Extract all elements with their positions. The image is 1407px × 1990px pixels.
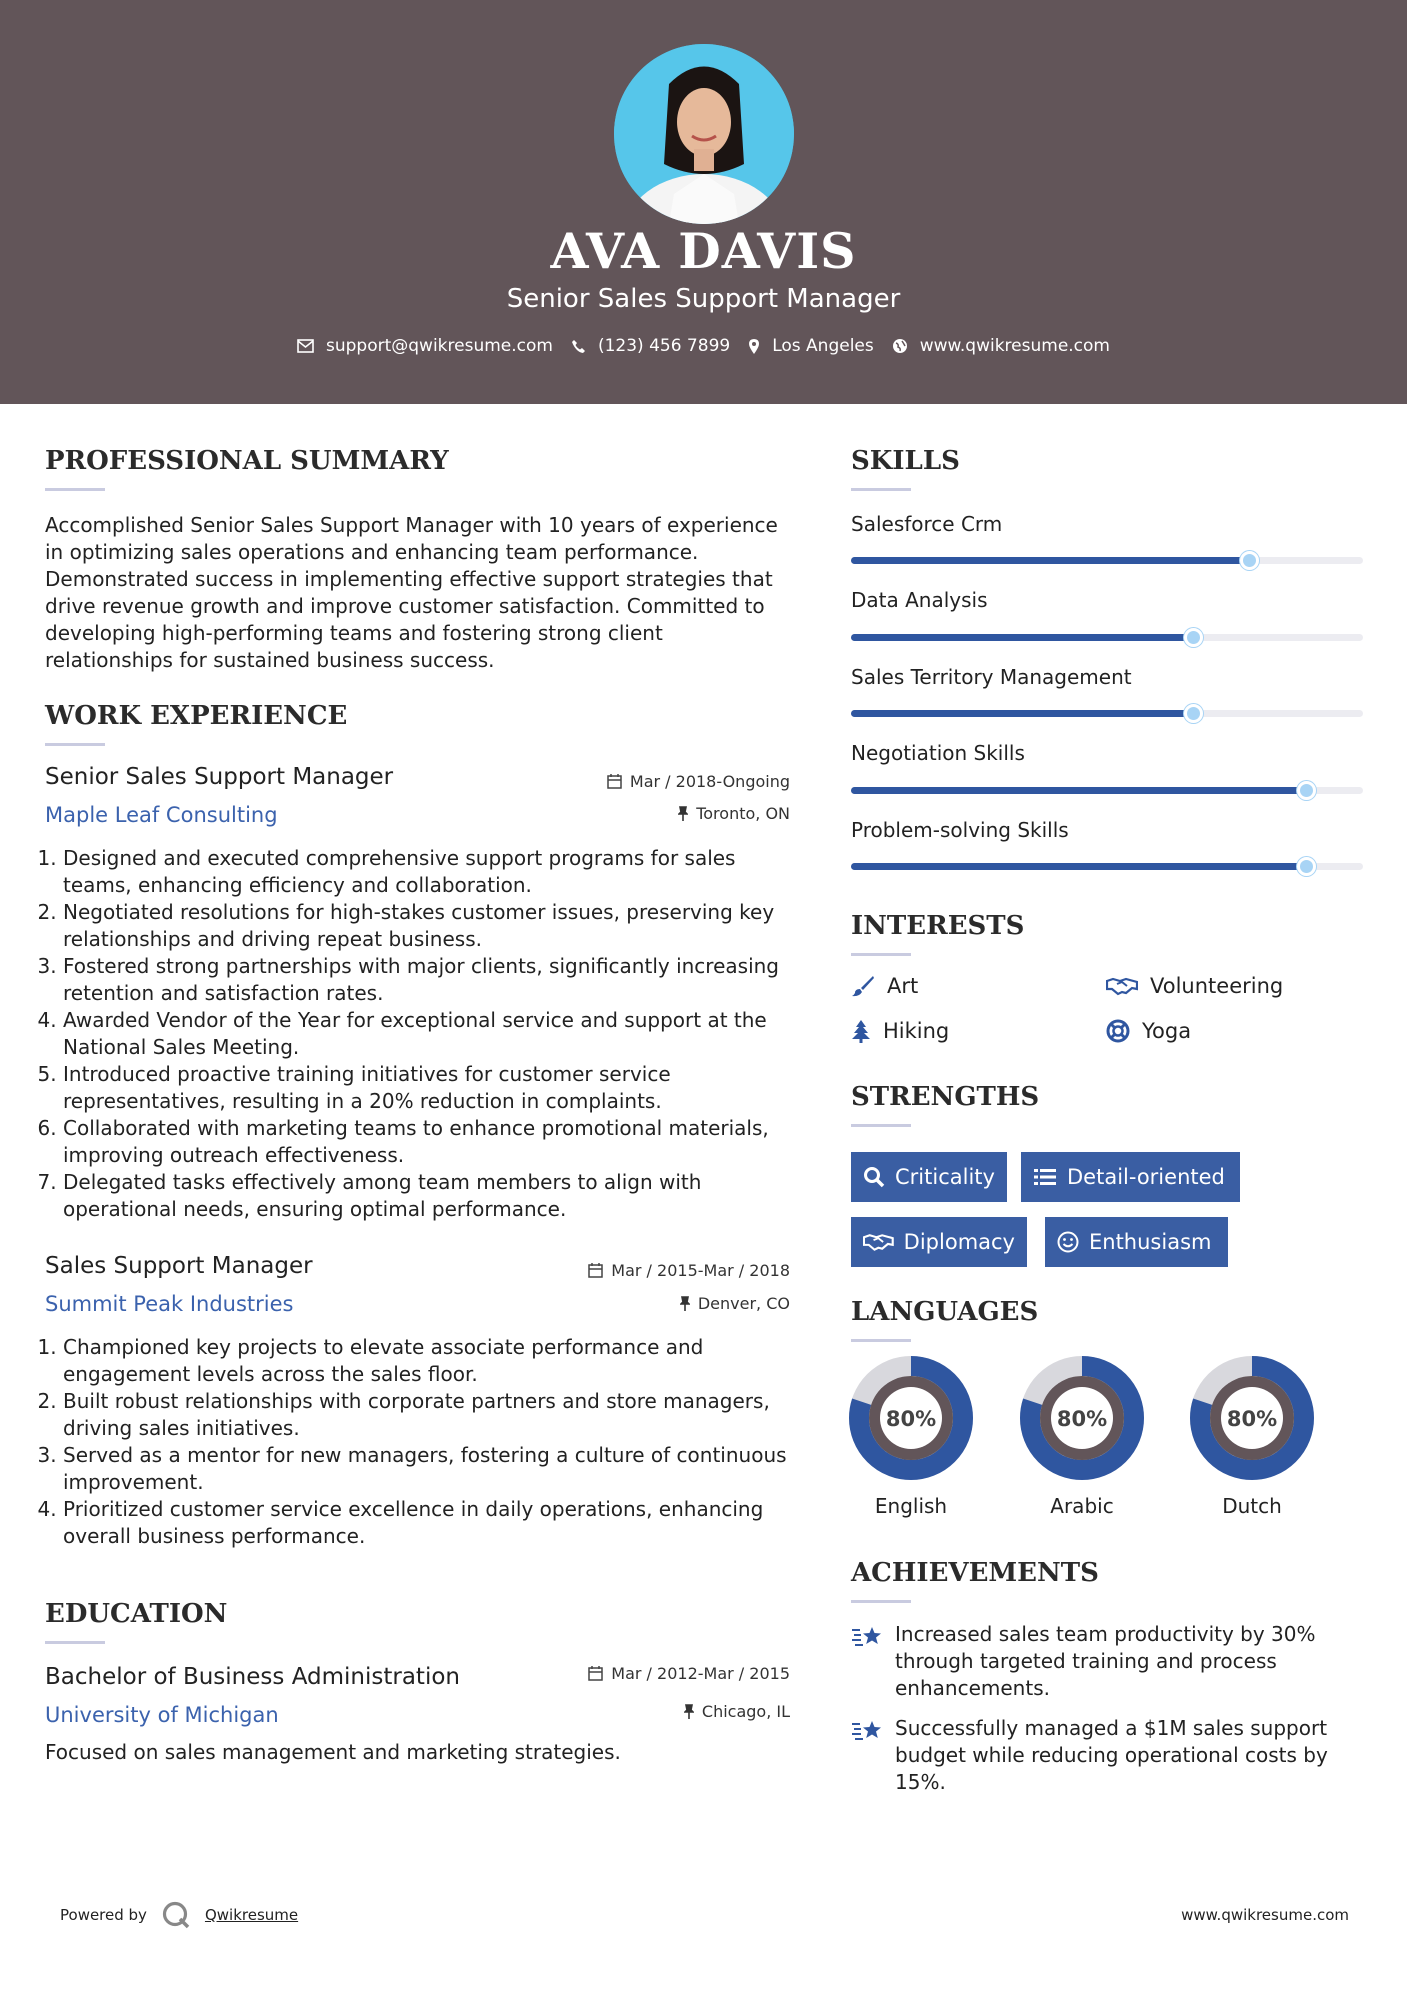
list-item: 3. Fostered strong partnerships with major clients, significantly increasing retention and satisfaction rates. (63, 953, 795, 1007)
language-name: Dutch (1222, 1494, 1282, 1518)
interest-item (1106, 974, 1283, 998)
achievement-item (851, 1715, 1371, 1796)
skill-bar (851, 710, 1363, 717)
strength-label: Diplomacy (903, 1230, 1015, 1254)
skill-bar-knob (1240, 551, 1259, 570)
interest-item (851, 1019, 949, 1043)
job-dates (607, 772, 790, 791)
job-dates-wrap (490, 1261, 790, 1283)
interest-label: Art (887, 974, 919, 998)
job-location-text: Toronto, ON (696, 804, 790, 823)
strength-tag (1045, 1217, 1228, 1267)
website-text: www.qwikresume.com (919, 336, 1110, 356)
languages-divider (851, 1339, 911, 1342)
skill-bar-fill (851, 634, 1194, 641)
edu-location (684, 1702, 790, 1721)
footer-branding (60, 1900, 298, 1930)
language-name: English (874, 1494, 948, 1518)
edu-dates-text: Mar / 2012-Mar / 2015 (611, 1664, 790, 1683)
language-donut (849, 1356, 973, 1480)
contact-website[interactable] (892, 336, 1110, 356)
job-dates-wrap (490, 772, 790, 794)
phone-icon (571, 339, 586, 354)
strength-tag (1021, 1152, 1240, 1202)
life-ring-icon (1106, 1019, 1130, 1043)
skill-bar-knob (1297, 857, 1316, 876)
school-name[interactable]: University of Michigan (45, 1703, 279, 1727)
education-heading: EDUCATION (45, 1599, 228, 1629)
globe-icon (892, 338, 908, 354)
list-item: 4. Awarded Vendor of the Year for exceptional service and support at the National Sales Meeting. (63, 1007, 795, 1061)
interest-item (1106, 1019, 1191, 1043)
company-name[interactable]: Summit Peak Industries (45, 1292, 294, 1316)
phone-text: (123) 456 7899 (597, 336, 731, 356)
pin-icon (678, 806, 688, 821)
job-title: Senior Sales Support Manager (45, 764, 394, 790)
strength-label: Detail-oriented (1067, 1165, 1225, 1189)
list-item: 4. Prioritized customer service excellence in daily operations, enhancing overall business performance. (63, 1496, 795, 1550)
edu-location-text: Chicago, IL (701, 1702, 790, 1721)
achievements-divider (851, 1600, 911, 1603)
contact-email[interactable] (297, 336, 553, 356)
languages-heading: LANGUAGES (851, 1297, 1039, 1327)
location-text: Los Angeles (772, 336, 874, 356)
list-item: 3. Served as a mentor for new managers, fostering a culture of continuous improvement. (63, 1442, 795, 1496)
interest-item (851, 974, 918, 998)
summary-text: Accomplished Senior Sales Support Manager with 10 years of experience in optimizing sales operations and enhancing team performance. Demonstrated success in implementing effective support strategies that drive revenue growth and improve customer satisfaction. Committed to developing high-performing teams and fostering strong client relationships for sustained business success. (45, 513, 778, 672)
qwikresume-logo-icon (161, 1900, 191, 1930)
tree-icon (851, 1019, 871, 1043)
resume-header (0, 0, 1407, 404)
map-pin-icon (748, 338, 760, 355)
strength-tag (851, 1217, 1027, 1267)
job-dates-text: Mar / 2015-Mar / 2018 (611, 1261, 790, 1280)
skill-bar-fill (851, 710, 1194, 717)
job-dates (588, 1261, 790, 1280)
list-item: 2. Built robust relationships with corporate partners and store managers, driving sales initiatives. (63, 1388, 795, 1442)
interest-label: Hiking (883, 1019, 950, 1043)
language-name: Arabic (1050, 1494, 1114, 1518)
job-location (678, 804, 790, 823)
skill-bar (851, 634, 1363, 641)
experience-heading: WORK EXPERIENCE (45, 701, 348, 731)
achievement-text: Successfully managed a $1M sales support budget while reducing operational costs by 15%. (895, 1716, 1328, 1794)
shooting-star-icon (851, 1624, 883, 1650)
skill-bar-knob (1297, 781, 1316, 800)
experience-divider (45, 743, 105, 746)
calendar-icon (588, 1263, 603, 1278)
calendar-icon (607, 774, 622, 789)
language-item (1020, 1356, 1144, 1518)
email-text: support@qwikresume.com (326, 336, 553, 356)
language-percent: 80% (1056, 1407, 1108, 1431)
skill-bar-fill (851, 557, 1250, 564)
job-location-wrap (490, 804, 790, 826)
brand-link[interactable]: Qwikresume (204, 1906, 299, 1924)
summary-heading: PROFESSIONAL SUMMARY (45, 446, 449, 476)
language-donut (1190, 1356, 1314, 1480)
pin-icon (684, 1704, 694, 1719)
job-location (680, 1294, 790, 1313)
skill-bar-fill (851, 863, 1307, 870)
contact-phone[interactable] (571, 336, 730, 356)
list-item: 6. Collaborated with marketing teams to enhance promotional materials, improving outreach effectiveness. (63, 1115, 795, 1169)
list-item: 5. Introduced proactive training initiatives for customer service representatives, resulting in a 20% reduction in complaints. (63, 1061, 795, 1115)
language-percent: 80% (885, 1407, 937, 1431)
strength-tag (851, 1152, 1007, 1202)
language-item (1190, 1356, 1314, 1518)
strengths-divider (851, 1124, 911, 1127)
shooting-star-icon (851, 1718, 883, 1744)
language-item (849, 1356, 973, 1518)
handshake-icon (1106, 976, 1138, 996)
contact-location (748, 336, 874, 356)
skill-bar (851, 557, 1363, 564)
search-icon (863, 1166, 885, 1188)
strength-label: Criticality (895, 1165, 995, 1189)
interest-label: Volunteering (1150, 974, 1284, 998)
achievements-heading: ACHIEVEMENTS (851, 1558, 1099, 1588)
interests-divider (851, 953, 911, 956)
language-donut (1020, 1356, 1144, 1480)
education-note: Focused on sales management and marketing strategies. (45, 1740, 621, 1764)
candidate-name: AVA DAVIS (550, 222, 857, 280)
strength-label: Enthusiasm (1089, 1230, 1212, 1254)
contact-bar (0, 336, 1407, 356)
footer-website[interactable]: www.qwikresume.com (1181, 1906, 1349, 1924)
language-percent: 80% (1226, 1407, 1278, 1431)
interests-heading: INTERESTS (851, 911, 1025, 941)
edu-dates (588, 1664, 790, 1683)
job-dates-text: Mar / 2018-Ongoing (629, 772, 790, 791)
list-item: 7. Delegated tasks effectively among team members to align with operational needs, ensuring optimal performance. (63, 1169, 795, 1223)
skill-bar (851, 863, 1363, 870)
job-location-text: Denver, CO (697, 1294, 790, 1313)
job-bullets (45, 1334, 795, 1550)
skill-bar-fill (851, 787, 1307, 794)
edu-dates-wrap (490, 1664, 790, 1686)
skill-name: Salesforce Crm (851, 512, 1003, 536)
handshake-icon (863, 1232, 894, 1252)
powered-by-text: Powered by (60, 1906, 147, 1924)
paint-brush-icon (851, 975, 875, 997)
list-item: 1. Championed key projects to elevate associate performance and engagement levels across the sales floor. (63, 1334, 795, 1388)
skill-name: Sales Territory Management (851, 665, 1132, 689)
profile-photo (614, 44, 794, 224)
interest-label: Yoga (1142, 1019, 1192, 1043)
skill-bar-knob (1184, 704, 1203, 723)
list-item: 1. Designed and executed comprehensive support programs for sales teams, enhancing efficiency and collaboration. (63, 845, 795, 899)
degree-title: Bachelor of Business Administration (45, 1664, 460, 1690)
skill-name: Data Analysis (851, 588, 988, 612)
edu-location-wrap (490, 1702, 790, 1724)
skill-name: Negotiation Skills (851, 741, 1025, 765)
achievement-text: Increased sales team productivity by 30% through targeted training and process enhancements. (895, 1622, 1316, 1700)
envelope-icon (297, 339, 314, 353)
skills-divider (851, 488, 911, 491)
achievement-item (851, 1621, 1371, 1702)
strengths-heading: STRENGTHS (851, 1082, 1040, 1112)
education-divider (45, 1641, 105, 1644)
skill-bar (851, 787, 1363, 794)
skill-bar-knob (1184, 628, 1203, 647)
company-name[interactable]: Maple Leaf Consulting (45, 803, 278, 827)
calendar-icon (588, 1666, 603, 1681)
pin-icon (680, 1296, 690, 1311)
summary-divider (45, 488, 105, 491)
job-title: Sales Support Manager (45, 1253, 313, 1279)
skill-name: Problem-solving Skills (851, 818, 1069, 842)
list-icon (1033, 1167, 1057, 1187)
smile-icon (1057, 1231, 1079, 1253)
job-location-wrap (490, 1294, 790, 1316)
list-item: 2. Negotiated resolutions for high-stakes customer issues, preserving key relationships and driving repeat business. (63, 899, 795, 953)
job-bullets (45, 845, 795, 1223)
skills-heading: SKILLS (851, 446, 960, 476)
candidate-role: Senior Sales Support Manager (506, 284, 901, 314)
